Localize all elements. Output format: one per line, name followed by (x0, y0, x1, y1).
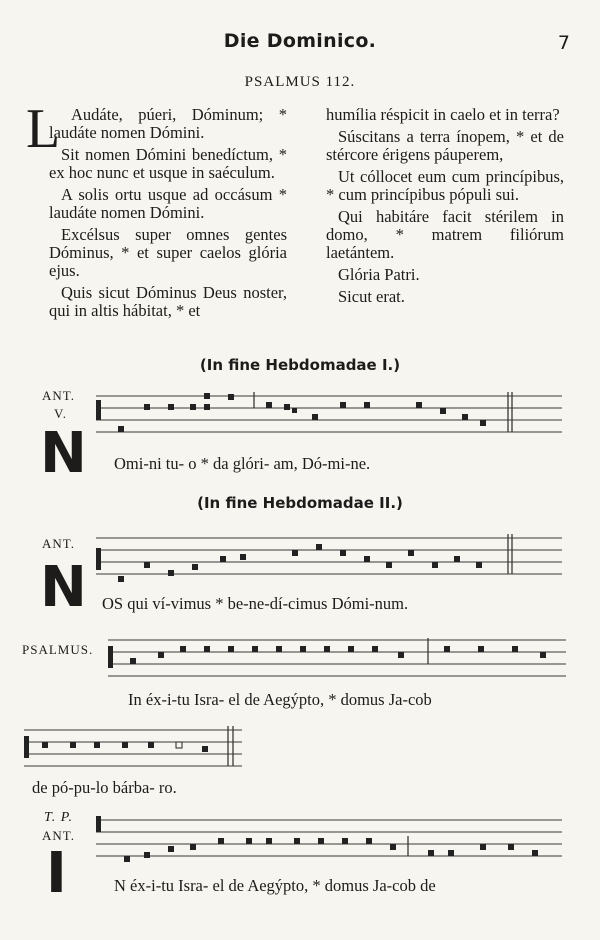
psalmus-label: PSALMUS. (22, 642, 94, 657)
psalm-heading: PSALMUS 112. (244, 74, 356, 90)
antiphon-lyrics: OS qui ví-vimus * be-ne-dí-cimus Dómi-num. (102, 594, 409, 613)
psalm-verse: Qui habitáre facit stérilem in domo, * matrem filiórum laetántem. (326, 207, 564, 262)
psalm-verse: Quis sicut Dóminus Deus noster, qui in altis hábitat, * et (49, 283, 287, 320)
psalm-left-column (49, 106, 287, 324)
tp-antiphon-lyrics: N éx-i-tu Isra- el de Aegýpto, * domus Ja-cob de (114, 876, 436, 895)
antiphon-initial: N (40, 421, 87, 486)
psalm-verse: Ut cóllocet eum cum princípibus, * cum princípibus pópuli sui. (326, 167, 564, 204)
antiphon-initial: N (40, 555, 87, 620)
psalm-verse: Súscitans a terra ínopem, * et de stércore érigens páuperem, (326, 127, 564, 164)
chant-staff (96, 392, 564, 442)
psalm-verse: Sit nomen Dómini benedíctum, * ex hoc nunc et usque in saéculum. (49, 145, 287, 182)
psalm-verse: Excélsus super omnes gentes Dóminus, * et super caelos glória ejus. (49, 225, 287, 280)
antiphon-label: ANT. (42, 828, 76, 843)
tp-label: T. P. (44, 810, 73, 825)
psalm-verse: humília réspicit in caelo et in terra? (326, 105, 560, 124)
page-number: 7 (557, 32, 570, 54)
psalm-verse: Audáte, púeri, Dóminum; * laudáte nomen Dómini. (49, 105, 287, 142)
drop-cap-initial: L (26, 98, 61, 160)
antiphon-mode: V. (54, 406, 67, 421)
psalm-verse: Glória Patri. (338, 265, 420, 284)
chant-staff (108, 636, 568, 682)
antiphon-label: ANT. (42, 536, 76, 551)
chant-staff (96, 816, 564, 866)
chant-staff (96, 534, 564, 584)
chant-staff (24, 726, 244, 772)
section-heading: (In fine Hebdomadae I.) (199, 356, 401, 374)
section-heading: (In fine Hebdomadae II.) (197, 494, 403, 512)
antiphon-lyrics: Omi-ni tu- o * da glóri- am, Dó-mi-ne. (114, 454, 371, 473)
psalmus-lyrics: In éx-i-tu Isra- el de Aegýpto, * domus Ja-cob (128, 690, 432, 709)
psalm-right-column (326, 106, 564, 310)
page-title: Die Dominico. (223, 30, 377, 52)
antiphon-initial: I (46, 841, 67, 906)
psalm-verse: Sicut erat. (338, 287, 405, 306)
psalm-verse: A solis ortu usque ad occásum * laudáte nomen Dómini. (49, 185, 287, 222)
psalmus-lyrics: de pó-pu-lo bárba- ro. (32, 778, 177, 797)
antiphon-label: ANT. (42, 388, 76, 403)
